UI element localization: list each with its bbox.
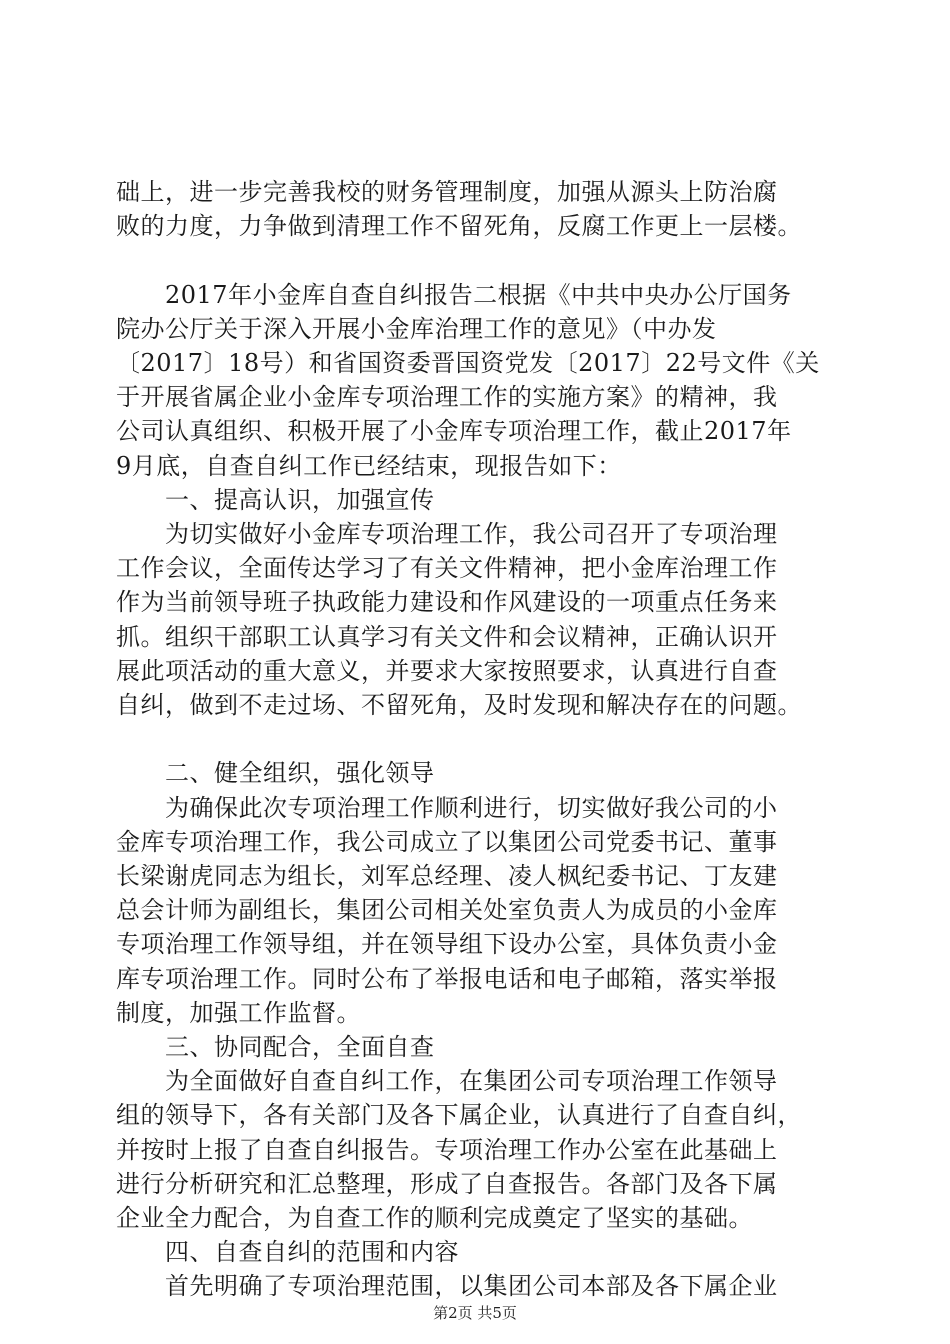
text-line: 四、自查自纠的范围和内容 <box>116 1238 459 1267</box>
text-line: 自纠，做到不走过场、不留死角，及时发现和解决存在的问题。 <box>116 691 802 719</box>
text-line: 为切实做好小金库专项治理工作，我公司召开了专项治理 <box>116 520 778 548</box>
text-line: 2017年小金库自查自纠报告二根据《中共中央办公厅国务 <box>116 280 792 309</box>
text-line: 并按时上报了自查自纠报告。专项治理工作办公室在此基础上 <box>116 1135 778 1164</box>
text-line: 作为当前领导班子执政能力建设和作风建设的一项重点任务来 <box>116 588 778 617</box>
text-line: 首先明确了专项治理范围，以集团公司本部及各下属企业 <box>116 1272 778 1301</box>
text-line: 总会计师为副组长，集团公司相关处室负责人为成员的小金库 <box>116 896 778 925</box>
text-line: 组的领导下，各有关部门及各下属企业，认真进行了自查自纠， <box>116 1101 802 1130</box>
text-line: 抓。组织干部职工认真学习有关文件和会议精神，正确认识开 <box>116 622 778 651</box>
text-line: 院办公厅关于深入开展小金库治理工作的意见》（中办发 <box>116 314 717 343</box>
text-line: 〔2017〕18号）和省国资委晋国资党发〔2017〕22号文件《关 <box>116 349 820 377</box>
text-line: 三、协同配合，全面自查 <box>116 1033 435 1061</box>
text-line: 败的力度，力争做到清理工作不留死角，反腐工作更上一层楼。 <box>116 212 802 241</box>
text-line: 金库专项治理工作，我公司成立了以集团公司党委书记、董事 <box>116 827 778 856</box>
page-footer: 第2页 共5页 <box>433 1304 517 1322</box>
text-line: 础上，进一步完善我校的财务管理制度，加强从源头上防治腐 <box>116 178 778 206</box>
text-line: 为确保此次专项治理工作顺利进行，切实做好我公司的小 <box>116 793 778 822</box>
text-line: 一、提高认识，加强宣传 <box>116 485 435 514</box>
text-line: 长梁谢虎同志为组长，刘军总经理、凌人枫纪委书记、丁友建 <box>116 862 778 890</box>
text-line: 制度，加强工作监督。 <box>116 998 361 1027</box>
text-line: 9月底，自查自纠工作已经结束，现报告如下： <box>116 451 622 480</box>
text-line: 公司认真组织、积极开展了小金库专项治理工作，截止2017年 <box>116 417 792 446</box>
text-line: 二、健全组织，强化领导 <box>116 759 435 788</box>
text-line: 于开展省属企业小金库专项治理工作的实施方案》的精神，我 <box>116 383 778 412</box>
text-line: 展此项活动的重大意义，并要求大家按照要求，认真进行自查 <box>116 656 778 685</box>
text-line: 工作会议，全面传达学习了有关文件精神，把小金库治理工作 <box>116 554 778 583</box>
text-line: 进行分析研究和汇总整理，形成了自查报告。各部门及各下属 <box>116 1169 778 1198</box>
text-line: 库专项治理工作。同时公布了举报电话和电子邮箱，落实举报 <box>116 964 778 993</box>
text-line: 企业全力配合，为自查工作的顺利完成奠定了坚实的基础。 <box>116 1204 753 1232</box>
text-line: 专项治理工作领导组，并在领导组下设办公室，具体负责小金 <box>116 930 778 959</box>
text-line: 为全面做好自查自纠工作，在集团公司专项治理工作领导 <box>116 1067 778 1096</box>
